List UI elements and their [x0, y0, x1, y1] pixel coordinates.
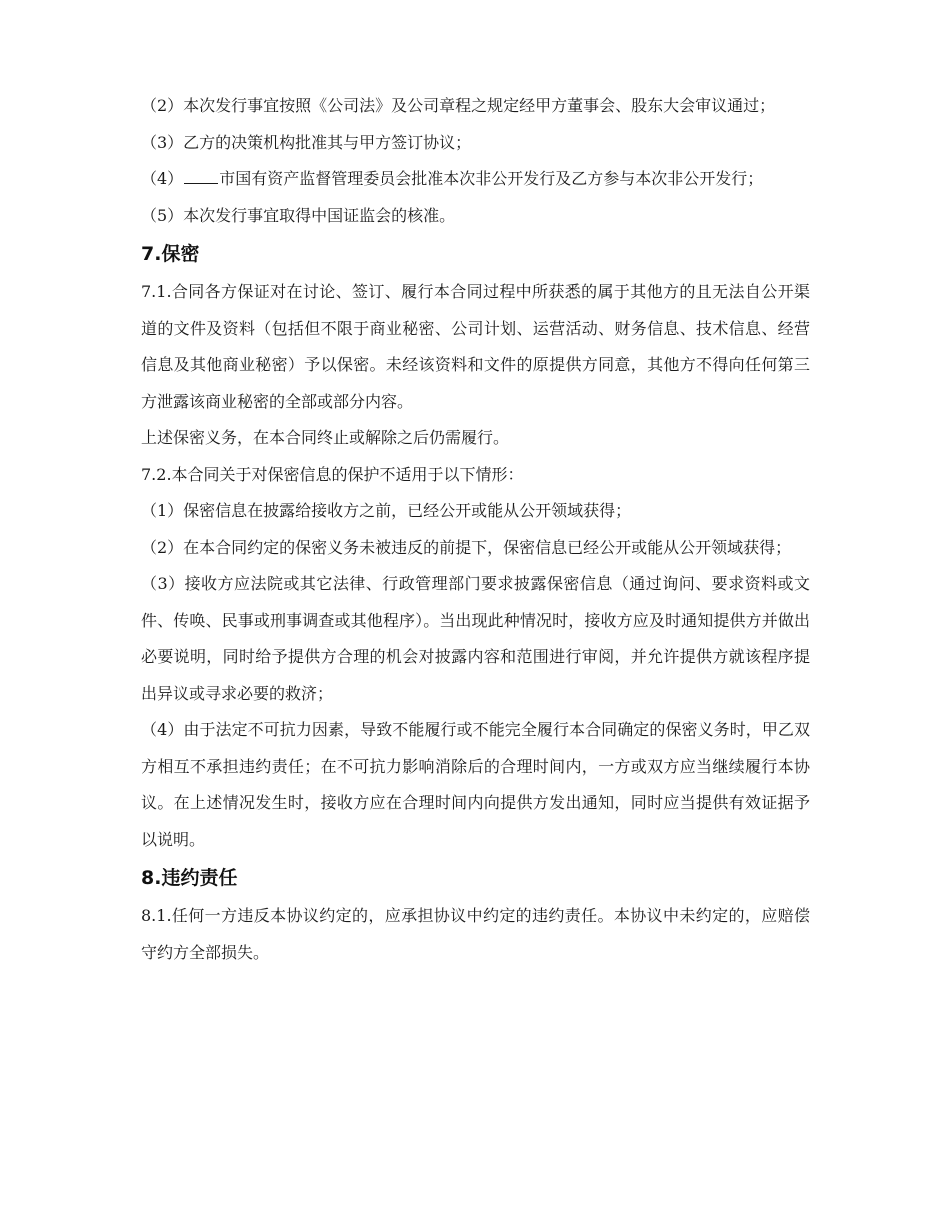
- paragraph-6-5: （5）本次发行事宜取得中国证监会的核准。: [141, 205, 456, 225]
- item-prefix: （4）: [141, 169, 184, 188]
- paragraph-7-1-note: 上述保密义务，在本合同终止或解除之后仍需履行。: [141, 428, 510, 447]
- section-7-heading: 7.保密: [141, 243, 200, 265]
- paragraph-7-2-item-4: （4）由于法定不可抗力因素，导致不能履行或不能完全履行本合同确定的保密义务时，甲乙双方相互不承担违约责任；在不可抗力影响消除后的合理时间内，一方或双方应当继续履行本协议。在上述情况发生时，接收方应在合理时间内向提供方发出通知，同时应当提供有效证据予以说明。: [141, 720, 810, 849]
- paragraph-6-2: （2）本次发行事宜按照《公司法》及公司章程之规定经甲方董事会、股东大会审议通过；: [141, 96, 776, 115]
- paragraph-8-1: 8.1.任何一方违反本协议约定的，应承担协议中约定的违约责任。本协议中未约定的，应赔偿守约方全部损失。: [141, 906, 810, 962]
- paragraph-6-4-text: 市国有资产监督管理委员会批准本次非公开发行及乙方参与本次非公开发行；: [219, 169, 764, 188]
- paragraph-7-2: 7.2.本合同关于对保密信息的保护不适用于以下情形：: [141, 464, 524, 484]
- paragraph-7-2-item-3: （3）接收方应法院或其它法律、行政管理部门要求披露保密信息（通过询问、要求资料或文件、传唤、民事或刑事调查或其他程序）。当出现此种情况时，接收方应及时通知提供方并做出必要说明，同时给予提供方合理的机会对披露内容和范围进行审阅，并允许提供方就该程序提出异议或寻求必要的救济；: [141, 574, 810, 703]
- paragraph-7-2-item-1: （1）保密信息在披露给接收方之前，已经公开或能从公开领域获得；: [141, 501, 632, 520]
- paragraph-7-1: 7.1.合同各方保证对在讨论、签订、履行本合同过程中所获悉的属于其他方的且无法自公开渠道的文件及资料（包括但不限于商业秘密、公司计划、运营活动、财务信息、技术信息、经营信息及其他商业秘密）予以保密。未经该资料和文件的原提供方同意，其他方不得向任何第三方泄露该商业秘密的全部或部分内容。: [141, 282, 810, 411]
- section-8-heading: 8.违约责任: [141, 867, 238, 889]
- paragraph-7-2-item-2: （2）在本合同约定的保密义务未被违反的前提下，保密信息已经公开或能从公开领域获得；: [141, 537, 792, 557]
- fill-in-blank: [184, 169, 218, 184]
- paragraph-6-4: [141, 161, 810, 198]
- paragraph-6-3: （3）乙方的决策机构批准其与甲方签订协议；: [141, 132, 472, 152]
